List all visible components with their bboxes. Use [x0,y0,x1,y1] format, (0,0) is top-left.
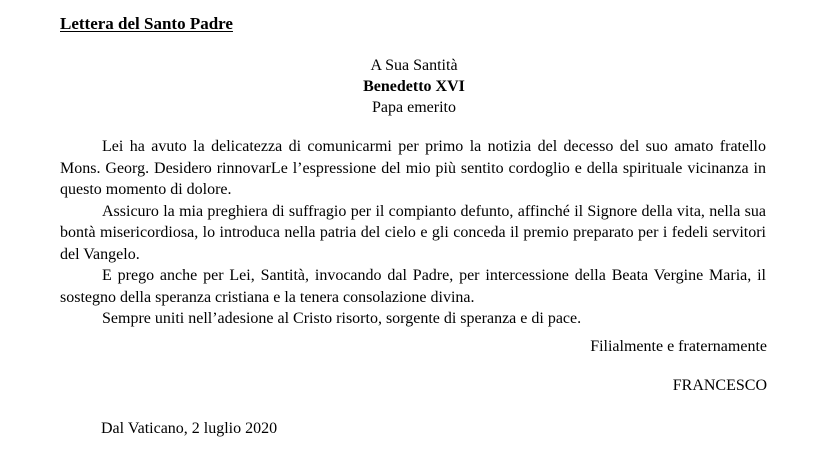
body-paragraph-1: Lei ha avuto la delicatezza di comunicarmi per primo la notizia del decesso del suo amato fratello Mons. Georg. Desidero rinnovarLe l’espressione del mio più sentito cordoglio e della spirituale vicinanza in questo momento di dolore. [60,138,766,198]
closing-phrase: Filialmente e fraternamente [590,338,767,355]
addressee-name: Benedetto XVI [363,78,465,95]
body-paragraph-3: E prego anche per Lei, Santità, invocando dal Padre, per intercessione della Beata Vergine Maria, il sostegno della speranza cristiana e la tenera consolazione divina. [60,267,766,306]
body-paragraph-4: Sempre uniti nell’adesione al Cristo risorto, sorgente di speranza e di pace. [102,310,582,327]
letter-title: Lettera del Santo Padre [60,14,233,33]
body-paragraph-2: Assicuro la mia preghiera di suffragio per il compianto defunto, affinché il Signore della vita, nella sua bontà misericordiosa, lo introduca nella patria del cielo e gli conceda il premio preparato per i fedeli servitori del Vangelo. [60,202,766,263]
letter-body [60,136,766,330]
addressee-role: Papa emerito [372,99,456,116]
signature: FRANCESCO [672,377,767,394]
place-date: Dal Vaticano, 2 luglio 2020 [101,420,278,437]
addressee-salutation: A Sua Santità [370,57,458,74]
addressee-block [0,55,828,118]
